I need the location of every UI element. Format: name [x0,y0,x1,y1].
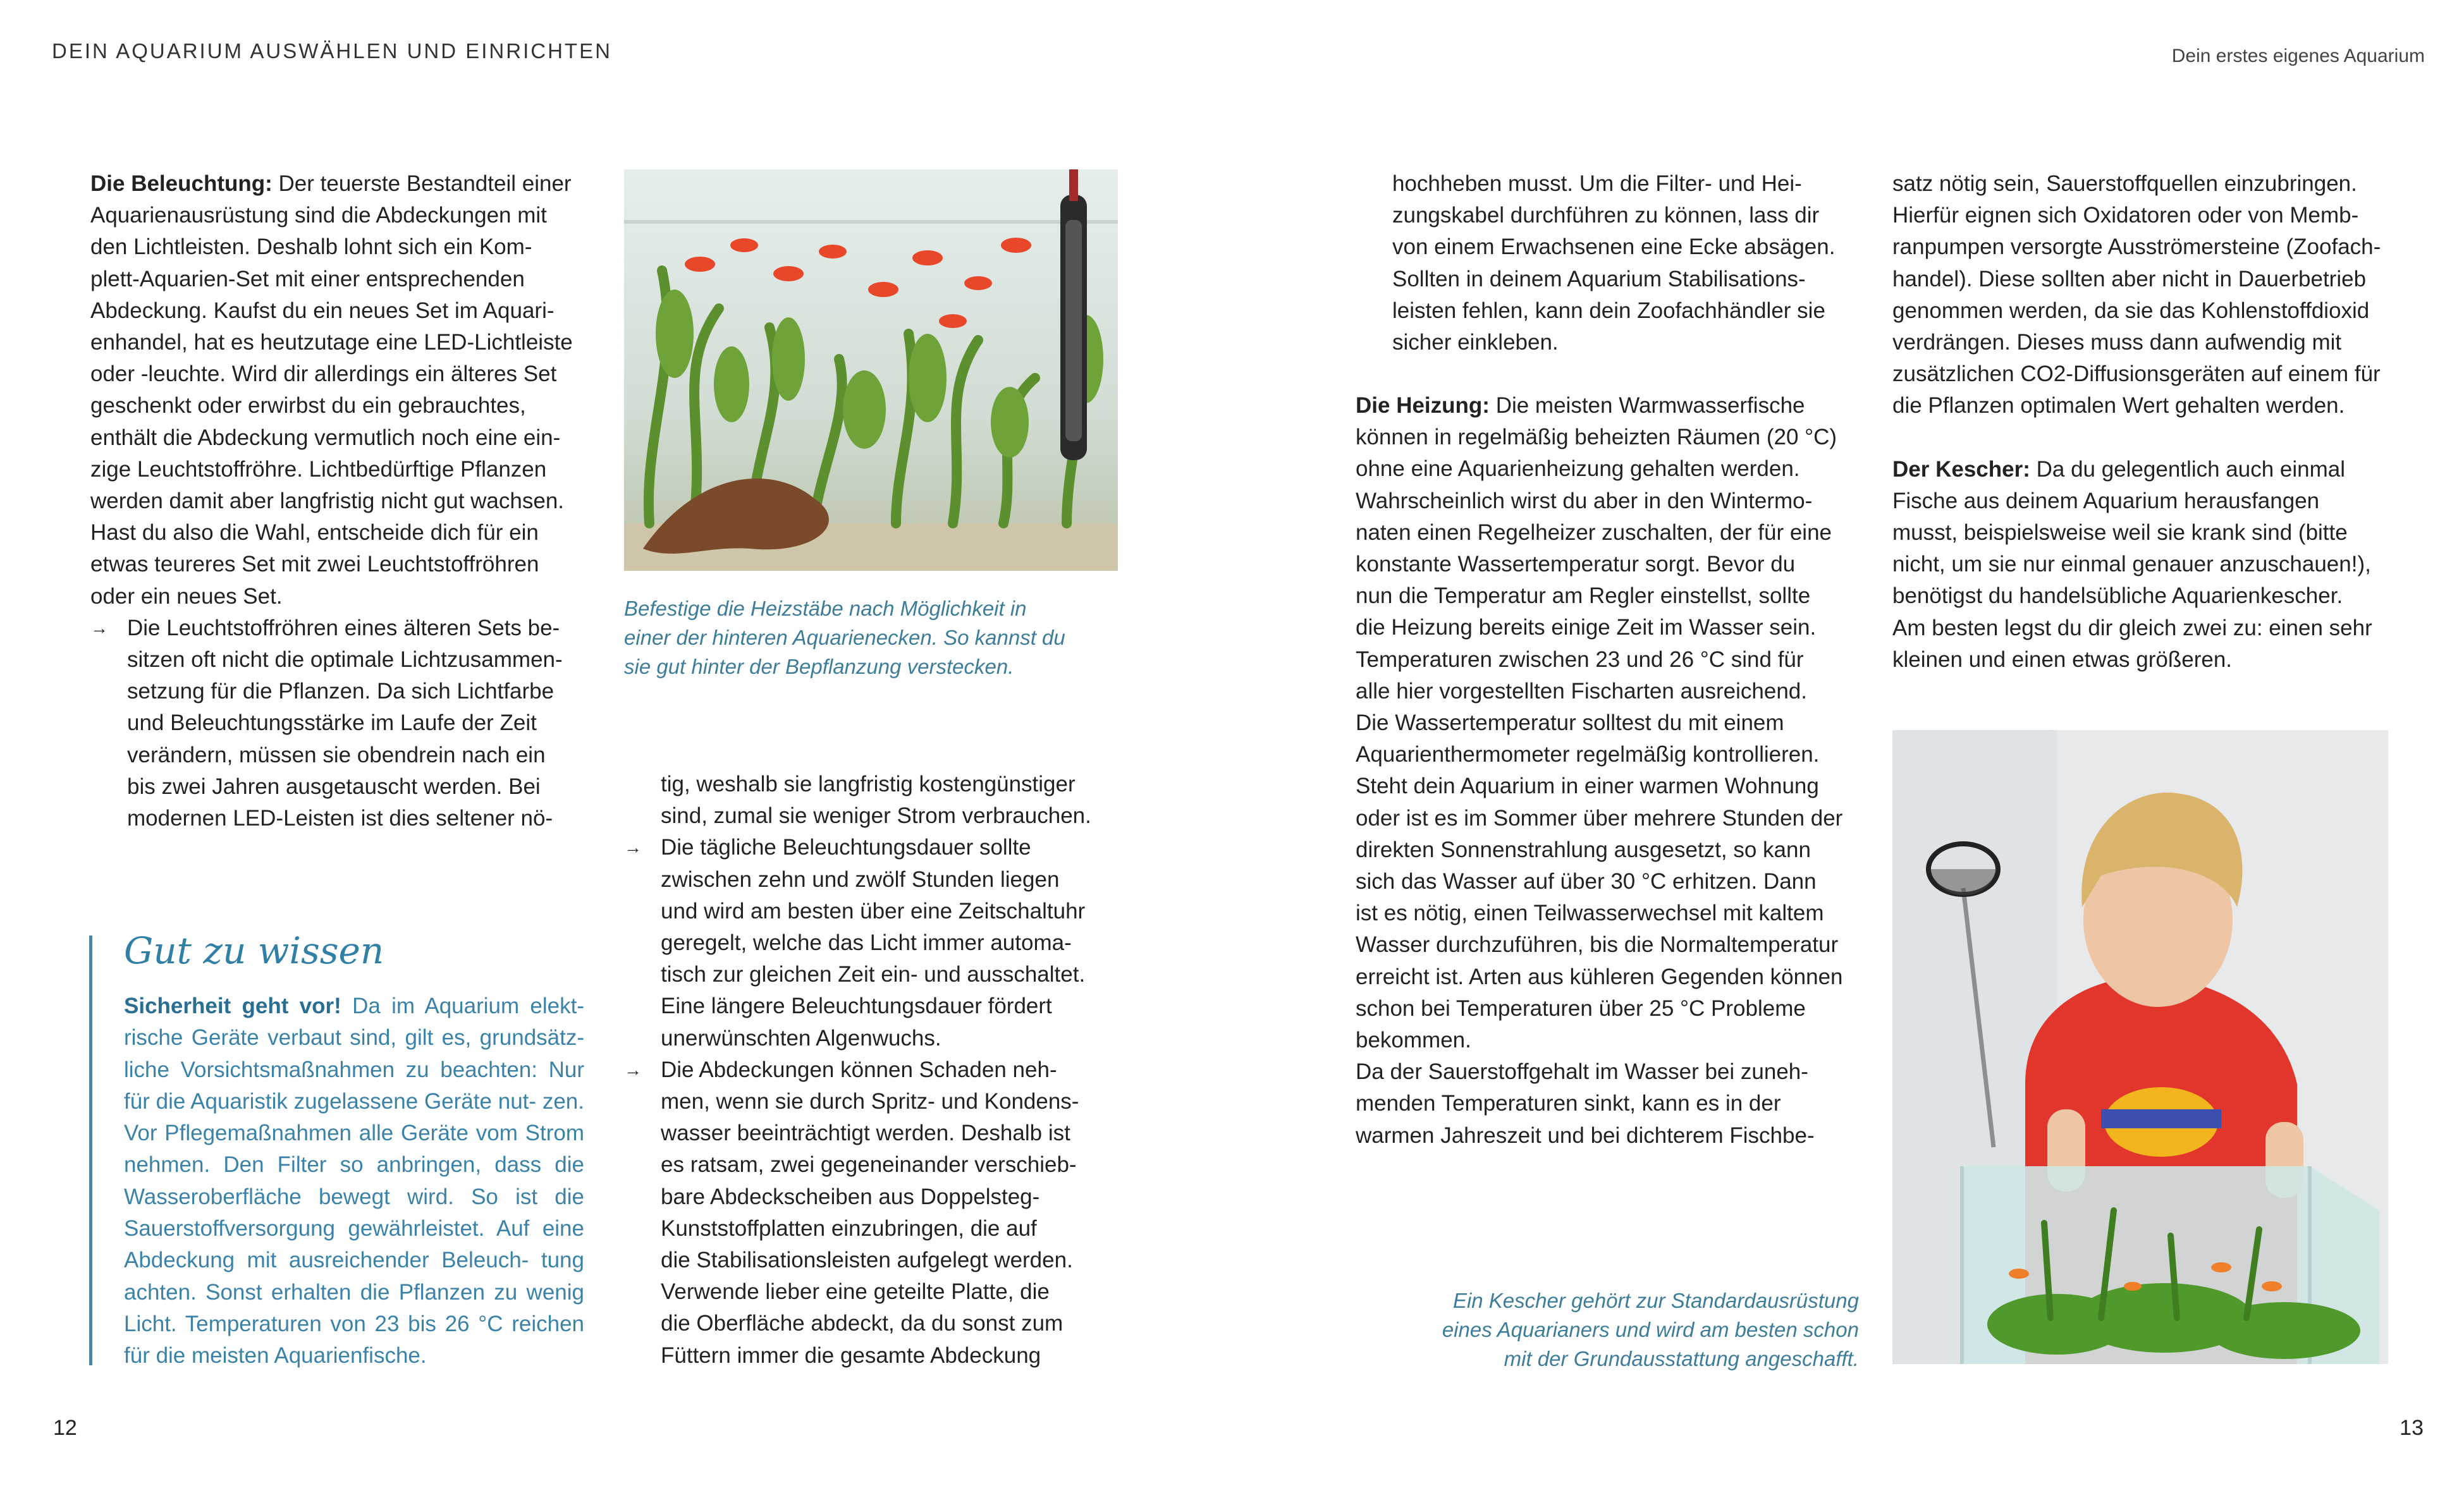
text-line: nicht, um sie nur einmal genauer anzuschauen!), [1892,552,2371,577]
boy-with-net-photo [1892,730,2388,1364]
column-cover-continued [1392,168,1860,358]
text-line: eine Abdeckung mit ausreichender Beleuch- [124,1216,584,1273]
header-chapter-title: DEIN AQUARIUM AUSWÄHLEN UND EINRICHTEN [52,39,612,63]
text-line: zige Leuchtstoffröhre. Lichtbedürftige Pflanzen [90,456,547,482]
header-book-title: Dein erstes eigenes Aquarium [2171,46,2425,66]
text-line: Füttern immer die gesamte Abdeckung [661,1343,1041,1368]
text-line: sich das Wasser auf über 30 °C erhitzen. Dann [1356,869,1817,894]
text-line: den Lichtleisten. Deshalb lohnt sich ein Kom- [90,235,532,260]
text-line: ohne eine Aquarienheizung gehalten werden. [1356,456,1800,482]
text-line: handel). Diese sollten aber nicht in Dauerbetrieb [1892,266,2367,291]
text-line: die Stabilisationsleisten aufgelegt werden. [661,1248,1073,1273]
text-line: und Beleuchtungsstärke im Laufe der Zeit [127,710,537,736]
text-line: tung achten. Sonst erhalten die Pflanzen zu [124,1248,584,1305]
text-line: zungskabel durchführen zu können, lass dir [1392,203,1820,228]
text-line: Fische aus deinem Aquarium herausfangen [1892,488,2320,513]
bullet-item [90,612,590,834]
text-line: hochheben musst. Um die Filter- und Hei- [1392,171,1802,196]
text-line: Verwende lieber eine geteilte Platte, die [661,1279,1050,1305]
column-lighting [90,168,590,834]
text-line: von einem Erwachsenen eine Ecke absägen. [1392,235,1836,260]
text-line: reichen für die meisten Aquarienfische. [124,1311,584,1368]
text-line: zen. Vor Pflegemaßnahmen alle Geräte vom [124,1088,584,1146]
text-line: und wird am besten über eine Zeitschaltuhr [661,898,1086,923]
text-line: genommen werden, da sie das Kohlenstoffdioxid [1892,298,2370,323]
text-line: geregelt, welche das Licht immer automa- [661,930,1072,956]
oxygen-paragraph [1892,168,2424,422]
caption-line: eines Aquarianers und wird am besten schon [1442,1318,1859,1341]
caption-line: mit der Grundausstattung angeschafft. [1504,1347,1859,1370]
text-line: tig, weshalb sie langfristig kostengünstiger [661,772,1076,796]
text-line: oder ist es im Sommer über mehrere Stunden der [1356,805,1843,831]
aquarium-illustration [624,169,1118,571]
text-line: bekommen. [1356,1028,1471,1053]
aquarium-heater-photo [624,169,1118,571]
text-line: Wahrscheinlich wirst du aber in den Wintermo- [1356,488,1813,513]
text-line: oder ein neues Set. [90,583,283,609]
text-line: warmen Jahreszeit und bei dichterem Fischbe- [1356,1123,1815,1148]
text-line: plett-Aquarien-Set mit einer entsprechenden [90,266,525,291]
text-line: Der teuerste Bestandteil einer [278,171,572,196]
text-line: Die Abdeckungen können Schaden neh- [661,1057,1057,1082]
text-line: tisch zur gleichen Zeit ein- und ausschaltet. [661,962,1086,987]
net-label: Der Kescher: [1892,456,2030,482]
heater-paragraph [1356,390,1861,1152]
text-line: naten einen Regelheizer zuschalten, der für eine [1356,520,1832,545]
text-line: für die Aquaristik zugelassene Geräte nut- [124,1088,537,1114]
text-line: können in regelmäßig beheizten Räumen (20 °C) [1356,425,1837,450]
lighting-label: Die Beleuchtung: [90,171,273,196]
text-line: verdrängen. Dieses muss dann aufwendig mit [1892,330,2342,355]
text-line: bis zwei Jahren ausgetauscht werden. Bei [127,774,541,799]
text-line: Strom nehmen. Den Filter so anbringen, dass [124,1121,584,1178]
text-line: Die Leuchtstoffröhren eines älteren Sets be- [127,615,560,640]
text-line: zusätzlichen CO2-Diffusionsgeräten auf einem für [1892,362,2381,387]
text-line: schon bei Temperaturen über 25 °C Probleme [1356,996,1806,1021]
text-line: Eine längere Beleuchtungsdauer fördert [661,994,1052,1019]
text-line: setzung für die Pflanzen. Da sich Lichtfarbe [127,679,555,704]
text-line: werden damit aber langfristig nicht gut wachsen. [90,489,565,514]
text-line: die Oberfläche abdeckt, da du sonst zum [661,1311,1063,1336]
lighting-bullets-2 [624,832,1136,1371]
info-box-accent-bar [89,935,92,1365]
text-line: sind, zumal sie weniger Strom verbrauchen. [661,803,1091,829]
info-box-lead: Sicherheit geht vor! [124,994,341,1018]
column-lighting-continued [624,769,1136,1372]
text-line: etwas teureres Set mit zwei Leuchtstoffröhren [90,552,539,577]
text-line: geschenkt oder erwirbst du ein gebrauchtes, [90,393,526,418]
caption-line: Befestige die Heizstäbe nach Möglichkeit in [624,597,1027,620]
text-line: oder -leuchte. Wird dir allerdings ein älteres Set [90,362,557,387]
lighting-paragraph [90,168,590,612]
caption-line: einer der hinteren Aquarienecken. So kannst du [624,626,1065,649]
caption-line: sie gut hinter der Bepflanzung verstecken. [624,655,1014,678]
boy-photo-caption [1353,1286,1859,1374]
caption-line: Ein Kescher gehört zur Standardausrüstung [1452,1289,1859,1312]
cover-paragraph [1392,168,1860,358]
text-line: Aquarienthermometer regelmäßig kontrollieren. [1356,742,1820,767]
info-box-title: Gut zu wissen [124,929,384,972]
text-line: Aquarienausrüstung sind die Abdeckungen mit [90,203,547,228]
text-line: rische Geräte verbaut sind, gilt es, grundsätz- [124,1025,584,1051]
text-line: kleinen und einen etwas größeren. [1892,647,2233,672]
column-oxygen-net [1892,168,2424,676]
text-line: enhandel, hat es heutzutage eine LED-Lichtleiste [90,330,573,355]
text-line: Da du gelegentlich auch einmal [2036,456,2346,482]
text-line: Hast du also die Wahl, entscheide dich für ein [90,520,539,545]
text-line: Kunststoffplatten einzubringen, die auf [661,1216,1037,1241]
text-line: Temperaturen zwischen 23 und 26 °C sind für [1356,647,1804,672]
text-line: liche Vorsichtsmaßnahmen zu beachten: Nur [124,1057,584,1082]
text-line: enthält die Abdeckung vermutlich noch eine ein- [90,425,561,450]
text-line: erreicht ist. Arten aus kühleren Gegenden können [1356,964,1843,989]
text-line: die Pflanzen optimalen Wert gehalten werden. [1892,393,2345,418]
boy-net-illustration [1892,730,2388,1364]
text-line: alle hier vorgestellten Fischarten ausreichend. [1356,678,1807,704]
text-line: die Wasseroberfläche bewegt wird. So ist [124,1152,584,1209]
text-line: Da der Sauerstoffgehalt im Wasser bei zuneh- [1356,1059,1808,1085]
text-line: modernen LED-Leisten ist dies seltener nö- [127,806,553,831]
heater-label: Die Heizung: [1356,393,1490,418]
text-line: Steht dein Aquarium in einer warmen Wohnung [1356,774,1819,799]
text-line: konstante Wassertemperatur sorgt. Bevor du [1356,552,1796,577]
text-line: benötigst du handelsübliche Aquarienkescher. [1892,583,2343,609]
bullet-item [624,1054,1136,1372]
paragraph-gap [1892,422,2424,454]
text-line: bare Abdeckscheiben aus Doppelsteg- [661,1184,1040,1209]
text-line: Die meisten Warmwasserfische [1495,393,1805,418]
text-line: wenig Licht. Temperaturen von 23 bis 26 °C [124,1279,584,1336]
text-line: Abdeckung. Kaufst du ein neues Set im Aquari- [90,298,555,323]
text-line: Wasser durchzuführen, bis die Normaltemperatur [1356,932,1839,958]
net-paragraph [1892,454,2424,676]
text-line: sicher einkleben. [1392,330,1559,355]
text-line: Sollten in deinem Aquarium Stabilisations- [1392,266,1806,291]
info-box-text [124,990,584,1372]
text-line: wasser beeinträchtigt werden. Deshalb ist [661,1121,1070,1146]
lighting-bullets [90,612,590,834]
column-heater [1356,390,1861,1152]
text-line: die Sauerstoffversorgung gewährleistet. Auf [124,1184,584,1241]
text-line: satz nötig sein, Sauerstoffquellen einzubringen. [1892,171,2357,196]
text-line: menden Temperaturen sinkt, kann es in der [1356,1091,1781,1116]
text-line: Hierfür eignen sich Oxidatoren oder von Memb- [1892,203,2359,228]
page-number-right: 13 [2400,1416,2424,1440]
text-line: Da im Aquarium elekt- [352,994,585,1018]
text-line: Am besten legst du dir gleich zwei zu: einen sehr [1892,615,2372,640]
text-line: leisten fehlen, kann dein Zoofachhändler sie [1392,298,1825,323]
continued-paragraph [624,769,1136,832]
text-line: die Heizung bereits einige Zeit im Wasser sein. [1356,615,1817,640]
page-number-left: 12 [53,1416,77,1440]
text-line: Die tägliche Beleuchtungsdauer sollte [661,835,1031,860]
text-line: unerwünschten Algenwuchs. [661,1025,941,1051]
text-line: nun die Temperatur am Regler einstellst, sollte [1356,583,1811,609]
text-line: ist es nötig, einen Teilwasserwechsel mit kaltem [1356,901,1824,926]
text-line: es ratsam, zwei gegeneinander verschieb- [661,1152,1077,1178]
aquarium-photo-caption [624,594,1130,681]
text-line: men, wenn sie durch Spritz- und Kondens- [661,1089,1079,1114]
text-line: musst, beispielsweise weil sie krank sind (bitte [1892,520,2348,545]
text-line: verändern, müssen sie obendrein nach ein [127,742,546,767]
text-line: ranpumpen versorgte Ausströmersteine (Zoofach- [1892,235,2381,260]
text-line: Die Wassertemperatur solltest du mit einem [1356,710,1784,736]
text-line: direkten Sonnenstrahlung ausgesetzt, so kann [1356,837,1811,862]
bullet-item [624,832,1136,1054]
text-line: sitzen oft nicht die optimale Lichtzusammen- [127,647,563,673]
text-line: zwischen zehn und zwölf Stunden liegen [661,867,1060,892]
